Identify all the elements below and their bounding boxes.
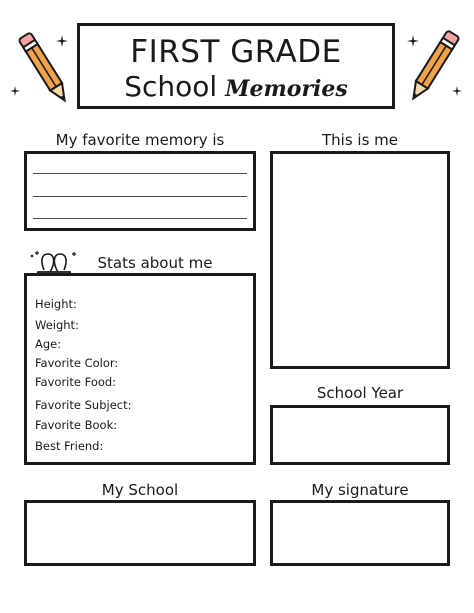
this-is-me-box[interactable] [270,151,450,369]
stat-weight: Weight: [35,318,79,332]
favorite-memory-box[interactable] [24,151,256,231]
my-signature-label: My signature [311,481,409,499]
this-is-me-label: This is me [321,131,398,149]
stat-favorite-color: Favorite Color: [35,356,119,370]
writing-line [33,196,247,197]
my-school-label: My School [101,481,179,499]
title-memories-word: Memories [225,76,348,102]
stat-height: Height: [35,297,77,311]
sparkle-icon [10,86,20,96]
page-title: FIRST GRADE [130,34,342,70]
stat-favorite-book: Favorite Book: [35,418,118,432]
favorite-memory-label: My favorite memory is [55,131,225,149]
stats-about-me-label: Stats about me [97,254,213,272]
stat-age: Age: [35,337,62,351]
writing-line [33,218,247,219]
title-school-word: School [124,70,218,103]
sparkle-icon [452,86,462,96]
sparkle-icon [407,35,419,47]
page-subtitle [80,71,392,108]
title-box [77,23,395,109]
stat-favorite-subject: Favorite Subject: [35,398,132,412]
stat-best-friend: Best Friend: [35,439,104,453]
my-signature-box[interactable] [270,500,450,566]
school-year-label: School Year [316,384,404,402]
my-school-box[interactable] [24,500,256,566]
sparkle-icon [56,35,68,47]
stat-favorite-food: Favorite Food: [35,375,117,389]
school-year-box[interactable] [270,405,450,465]
writing-line [33,173,247,174]
stats-about-me-box[interactable] [24,273,256,465]
